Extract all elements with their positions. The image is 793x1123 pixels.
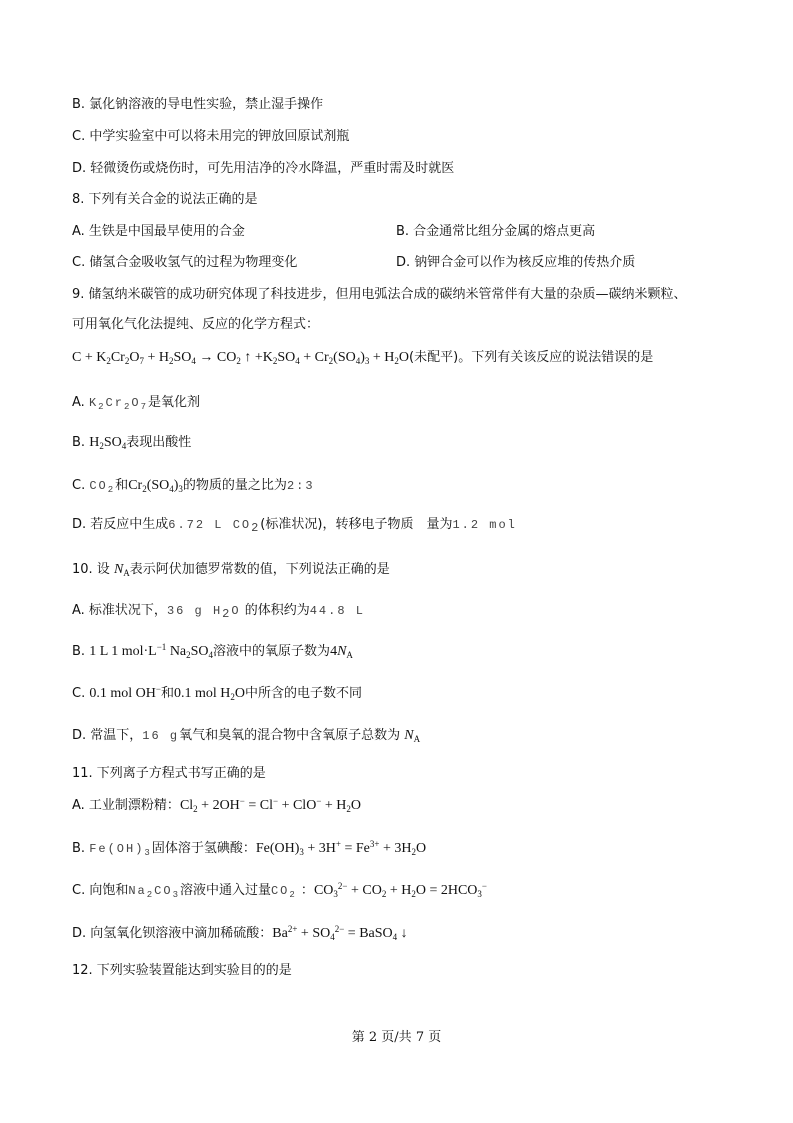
q9-a-formula: $K_2Cr_2O_7$ (88, 396, 148, 412)
q9-b-formula: $H_2SO_4$ (89, 435, 127, 451)
q11-option-d: D. 向氢氧化钡溶液中滴加稀硫酸：$Ba^{2+} + SO_4^{2-}$ = BaSO$_4$ ↓ (72, 924, 408, 942)
q9-option-b: B. $H_2SO_4$表现出酸性 (72, 435, 192, 451)
q9-option-d: D. 若反应中生成6.72 L $CO_2$(标准状况)，转移电子物质 量为1.2 mol (72, 517, 517, 535)
q9-equation-note: (未配平)。下列有关该反应的说法错误的是 (409, 350, 654, 365)
q11-option-c: C. 向饱和$Na_2CO_3$溶液中通入过量$CO_2$ ：$CO_3^{2-} + CO_2 + H_2O = 2HCO_3^-$ (72, 881, 487, 900)
q9-equation (72, 349, 653, 367)
q11-b-formula: $Fe(OH)_3$ (89, 842, 152, 858)
q9-c-formula-cr: $Cr_2(SO_4)_3$ (128, 478, 183, 494)
q12-stem: 12. 下列实验装置能达到实验目的的是 (72, 963, 292, 978)
q10-option-c: C. 0.1 mol OH−和0.1 mol $H_2O$中所含的电子数不同 (72, 684, 362, 702)
q11-b-equation: $Fe(OH)_3 + 3H^+ = Fe^{3+} + 3H_2O$ (255, 839, 427, 857)
q10-c-oh: 0.1 mol OH− (89, 684, 161, 701)
q10-option-a: A. 标准状况下，36 g $H_2O$ 的体积约为44.8 L (72, 603, 365, 621)
q11-c-equation: $CO_3^{2-} + CO_2 + H_2O = 2HCO_3^-$ (313, 881, 487, 899)
q10-b-solution: 1 L 1 $mol\cdot L^{-1}$ $Na_2SO_4$ (89, 642, 214, 660)
q8-stem: 8. 下列有关合金的说法正确的是 (72, 192, 258, 207)
q11-a-equation: $Cl_2 + 2OH^- = Cl^- + ClO^- + H_2O$ (179, 796, 362, 814)
q11-stem: 11. 下列离子方程式书写正确的是 (72, 766, 266, 781)
q7-option-d: D. 轻微烫伤或烧伤时，可先用洁净的冷水降温，严重时需及时就医 (72, 161, 455, 176)
q9-equation-formula: $C + K_2Cr_2O_7 + H_2SO_4 \to CO_2$ ↑ $+K_2SO_4 + Cr_2(SO_4)_3 + H_2O$ (72, 350, 410, 366)
q11-option-b: B. $Fe(OH)_3$固体溶于氢碘酸：$Fe(OH)_3 + 3H^+ = Fe^{3+} + 3H_2O$ (72, 839, 427, 858)
q10-na-symbol: $N_A$ (113, 562, 130, 578)
page-footer: 第 2 页/共 7 页 (351, 1030, 442, 1045)
q8-option-d: D. 钠钾合金可以作为核反应堆的传热介质 (396, 255, 636, 270)
q10-c-h2o: 0.1 mol $H_2O$ (173, 686, 245, 702)
q9-c-formula-co2: $CO_2$ (89, 479, 116, 495)
q9-option-c: C. $CO_2$和$Cr_2(SO_4)_3$的物质的量之比为2:3 (72, 478, 315, 495)
q7-option-c: C. 中学实验室中可以将未用完的钾放回原试剂瓶 (72, 129, 350, 144)
q11-c-co2: $CO_2$ (270, 884, 297, 900)
q9-stem-line2: 可用氧化气化法提纯、反应的化学方程式： (72, 317, 320, 332)
q10-option-d: D. 常温下，16 g氧气和臭氧的混合物中含氧原子总数为 $N_A$ (72, 728, 421, 744)
q10-b-answer: $4N_A$ (330, 644, 353, 660)
q8-option-b: B. 合金通常比组分金属的熔点更高 (396, 224, 596, 239)
q7-option-b: B. 氯化钠溶液的导电性实验，禁止湿手操作 (72, 97, 324, 112)
q8-option-c: C. 储氢合金吸收氢气的过程为物理变化 (72, 255, 298, 270)
q8-option-a: A. 生铁是中国最早使用的合金 (72, 224, 245, 239)
q11-c-formula: $Na_2CO_3$ (128, 884, 180, 900)
q10-d-answer: $N_A$ (404, 728, 421, 744)
q11-d-equation: $Ba^{2+} + SO_4^{2-}$ = BaSO$_4$ ↓ (272, 924, 408, 942)
q10-option-b: B. 1 L 1 $mol\cdot L^{-1}$ $Na_2SO_4$溶液中的氧原子数为$4N_A$ (72, 642, 353, 660)
q9-stem-line1: 9. 储氢纳米碳管的成功研究体现了科技进步，但用电弧法合成的碳纳米管常伴有大量的杂质—碳纳米颗粒、 (72, 287, 687, 302)
q10-stem: 10. 设 $N_A$表示阿伏加德罗常数的值，下列说法正确的是 (72, 562, 390, 578)
q9-option-a: A. $K_2Cr_2O_7$是氧化剂 (72, 395, 200, 412)
q11-option-a: A. 工业制漂粉精：$Cl_2 + 2OH^- = Cl^- + ClO^- + H_2O$ (72, 796, 362, 814)
